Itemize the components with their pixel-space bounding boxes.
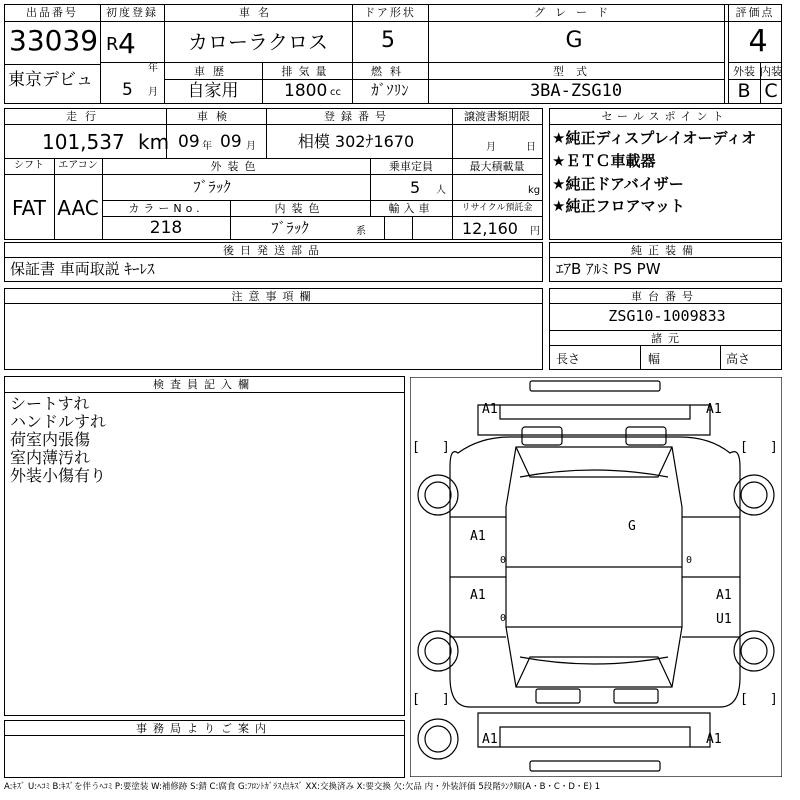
zero-mark: 0 bbox=[500, 555, 507, 566]
damage-mark-right-rear-door-2: U1 bbox=[716, 612, 732, 627]
zero-mark: 0 bbox=[500, 613, 507, 624]
damage-mark-left-rear-door: A1 bbox=[470, 588, 486, 603]
divider bbox=[266, 108, 267, 158]
length-label: 長さ bbox=[556, 352, 581, 366]
shift: FAT bbox=[11, 196, 47, 220]
shift-label: シフト bbox=[14, 160, 44, 171]
damage-mark-front-right: A1 bbox=[706, 402, 722, 417]
divider bbox=[352, 62, 353, 104]
model-label: 車名 bbox=[239, 6, 277, 19]
insp-year: 09 bbox=[178, 132, 200, 152]
insp-month: 09 bbox=[220, 132, 242, 152]
interior-color-unit: 系 bbox=[356, 226, 366, 237]
inspector-note: ハンドルすれ bbox=[10, 412, 107, 431]
divider bbox=[370, 158, 371, 216]
lot-label: 出品番号 bbox=[26, 6, 78, 19]
divider bbox=[352, 4, 353, 62]
divider bbox=[4, 174, 543, 175]
insp-month-unit: 月 bbox=[246, 141, 256, 152]
type: 3BA-ZSG10 bbox=[529, 81, 623, 101]
reg-month: 5 bbox=[122, 80, 133, 100]
color-no-label: カラーNo. bbox=[128, 202, 204, 215]
insp-year-unit: 年 bbox=[202, 141, 212, 152]
load-unit: kg bbox=[528, 185, 541, 196]
inspector-note: 室内薄汚れ bbox=[10, 448, 91, 467]
bracket-right-close: ] bbox=[770, 440, 778, 455]
load-label: 最大積載量 bbox=[469, 160, 525, 173]
bracket-left: [ bbox=[412, 440, 420, 455]
int-score: C bbox=[764, 80, 778, 102]
exterior-color: ﾌﾞﾗｯｸ bbox=[193, 178, 231, 196]
divider bbox=[4, 64, 100, 65]
divider bbox=[728, 4, 729, 104]
plate-label: 登録番号 bbox=[324, 110, 392, 123]
ext-label: 外装 bbox=[733, 65, 755, 78]
score: 4 bbox=[748, 24, 768, 59]
selling-point-item: ★純正フロアマット bbox=[552, 197, 685, 215]
chassis-number: ZSG10-1009833 bbox=[608, 307, 726, 325]
reg-year: 4 bbox=[118, 27, 136, 60]
import-label: 輸入車 bbox=[388, 202, 434, 215]
divider bbox=[412, 216, 413, 240]
damage-mark-glass: G bbox=[628, 519, 636, 534]
divider bbox=[164, 4, 165, 104]
divider bbox=[164, 79, 724, 80]
selling-points-block bbox=[549, 108, 782, 240]
type-label: 型式 bbox=[553, 65, 599, 78]
displacement-label: 排気量 bbox=[281, 65, 333, 78]
vehicle-damage-diagram bbox=[410, 377, 782, 777]
divider bbox=[452, 158, 453, 240]
divider bbox=[4, 158, 543, 159]
bracket-right: [ bbox=[740, 692, 748, 707]
divider bbox=[728, 62, 782, 63]
equipment-label: 純正装備 bbox=[631, 244, 699, 257]
divider bbox=[549, 124, 782, 125]
divider bbox=[452, 108, 453, 158]
equipment-value: ｴｱB ｱﾙﾐ PS PW bbox=[556, 260, 661, 278]
month-unit: 月 bbox=[148, 87, 158, 98]
inspector-note: 外装小傷有り bbox=[10, 466, 107, 485]
recycle-unit: 円 bbox=[530, 226, 540, 237]
divider bbox=[549, 303, 782, 304]
inspector-note: 荷室内張傷 bbox=[10, 430, 91, 449]
bracket-right-close: ] bbox=[770, 692, 778, 707]
lot-number: 33039 bbox=[9, 24, 99, 57]
height-label: 高さ bbox=[726, 352, 751, 366]
later-parts-value: 保証書 車両取説 ｷｰﾚｽ bbox=[10, 260, 155, 278]
selling-point-item: ★純正ドアバイザー bbox=[552, 175, 684, 193]
exterior-color-label: 外装色 bbox=[210, 160, 262, 173]
selling-point-item: ★ＥＴＣ車載器 bbox=[552, 152, 656, 170]
era: R bbox=[106, 34, 119, 55]
divider bbox=[262, 62, 263, 104]
capacity: 5 bbox=[410, 178, 421, 197]
bracket-left-close: ] bbox=[442, 692, 450, 707]
first-reg-label: 初度登録 bbox=[106, 6, 158, 19]
divider bbox=[4, 735, 405, 736]
divider bbox=[102, 200, 543, 201]
divider bbox=[549, 345, 782, 346]
color-no: 218 bbox=[149, 218, 183, 238]
selling-points-label: セールスポイント bbox=[601, 110, 729, 123]
divider bbox=[102, 216, 543, 217]
divider bbox=[384, 216, 385, 240]
damage-mark-right-rear-door: A1 bbox=[716, 588, 732, 603]
transfer-day-unit: 日 bbox=[526, 142, 536, 153]
later-parts-label: 後日発送部品 bbox=[223, 244, 325, 257]
transfer-label: 譲渡書類期限 bbox=[464, 110, 530, 123]
model-name: カローラクロス bbox=[188, 30, 328, 54]
divider bbox=[4, 257, 543, 258]
mileage-unit: km bbox=[138, 130, 170, 154]
specs-label: 諸元 bbox=[651, 332, 685, 345]
inspector-note: シートすれ bbox=[10, 394, 90, 413]
interior-color: ﾌﾞﾗｯｸ bbox=[271, 219, 309, 237]
doors-label: ドア形状 bbox=[364, 6, 416, 19]
doors: 5 bbox=[381, 28, 395, 53]
transfer-month-unit: 月 bbox=[486, 142, 496, 153]
fuel-label: 燃料 bbox=[371, 65, 409, 78]
ac: AAC bbox=[57, 196, 99, 220]
divider bbox=[720, 345, 721, 370]
mileage-label: 走行 bbox=[66, 110, 104, 123]
damage-mark-rear-right: A1 bbox=[706, 732, 722, 747]
divider bbox=[4, 21, 782, 22]
bracket-left: [ bbox=[412, 692, 420, 707]
divider bbox=[428, 4, 429, 62]
legend: A:ｷｽﾞ U:ﾍｺﾐ B:ｷｽﾞを伴うﾍｺﾐ P:要塗装 W:補修跡 S:錆 C:腐食 G:ﾌﾛﾝﾄｶﾞﾗｽ点ｷｽﾞ XX:交換済み X:要交換 欠:欠品 内・外装評価 5段階ﾗﾝｸ順(A・B・C・D・E) 1 bbox=[4, 782, 601, 792]
ac-label: エアコン bbox=[58, 160, 98, 171]
width-label: 幅 bbox=[648, 352, 661, 366]
interior-color-label: 内装色 bbox=[274, 202, 326, 215]
divider bbox=[640, 345, 641, 370]
damage-mark-rear-left: A1 bbox=[482, 732, 498, 747]
inspector-label: 検査員記入欄 bbox=[153, 378, 255, 391]
notes-label: 注意事項欄 bbox=[231, 290, 317, 303]
divider bbox=[102, 158, 103, 240]
divider bbox=[4, 124, 543, 125]
recycle-label: リサイクル預託金 bbox=[461, 203, 533, 213]
damage-mark-front-left: A1 bbox=[482, 402, 498, 417]
bracket-right: [ bbox=[740, 440, 748, 455]
history: 自家用 bbox=[187, 81, 239, 101]
divider bbox=[549, 257, 782, 258]
zero-mark: 0 bbox=[686, 555, 693, 566]
office-label: 事務局よりご案内 bbox=[136, 722, 272, 735]
damage-mark-left-front-door: A1 bbox=[470, 529, 486, 544]
selling-point-item: ★純正ディスプレイオーディオ bbox=[552, 129, 757, 147]
divider bbox=[100, 4, 101, 104]
divider bbox=[54, 158, 55, 240]
capacity-label: 乗車定員 bbox=[389, 160, 433, 173]
grade-label: グレード bbox=[534, 6, 618, 19]
displacement-unit: cc bbox=[330, 87, 341, 98]
divider bbox=[4, 392, 405, 393]
chassis-label: 車台番号 bbox=[631, 290, 699, 303]
divider bbox=[549, 330, 782, 331]
divider bbox=[4, 303, 543, 304]
year-unit: 年 bbox=[148, 63, 158, 74]
fuel: ｶﾞｿﾘﾝ bbox=[371, 81, 409, 99]
divider bbox=[230, 200, 231, 240]
inspection-label: 車検 bbox=[197, 110, 235, 123]
recycle: 12,160 bbox=[462, 219, 518, 238]
debut-label: 東京デビュ bbox=[8, 70, 93, 90]
grade: G bbox=[565, 28, 583, 53]
int-label: 内装 bbox=[760, 65, 782, 78]
mileage: 101,537 bbox=[42, 130, 125, 154]
bracket-left-close: ] bbox=[442, 440, 450, 455]
score-label: 評価点 bbox=[735, 6, 775, 19]
divider bbox=[428, 62, 429, 104]
divider bbox=[724, 4, 725, 104]
ext-score: B bbox=[737, 80, 751, 102]
divider bbox=[100, 62, 724, 63]
capacity-unit: 人 bbox=[436, 185, 446, 196]
displacement: 1800 bbox=[284, 81, 328, 101]
history-label: 車歴 bbox=[194, 65, 232, 78]
plate: 相模 302ﾅ1670 bbox=[297, 132, 415, 151]
